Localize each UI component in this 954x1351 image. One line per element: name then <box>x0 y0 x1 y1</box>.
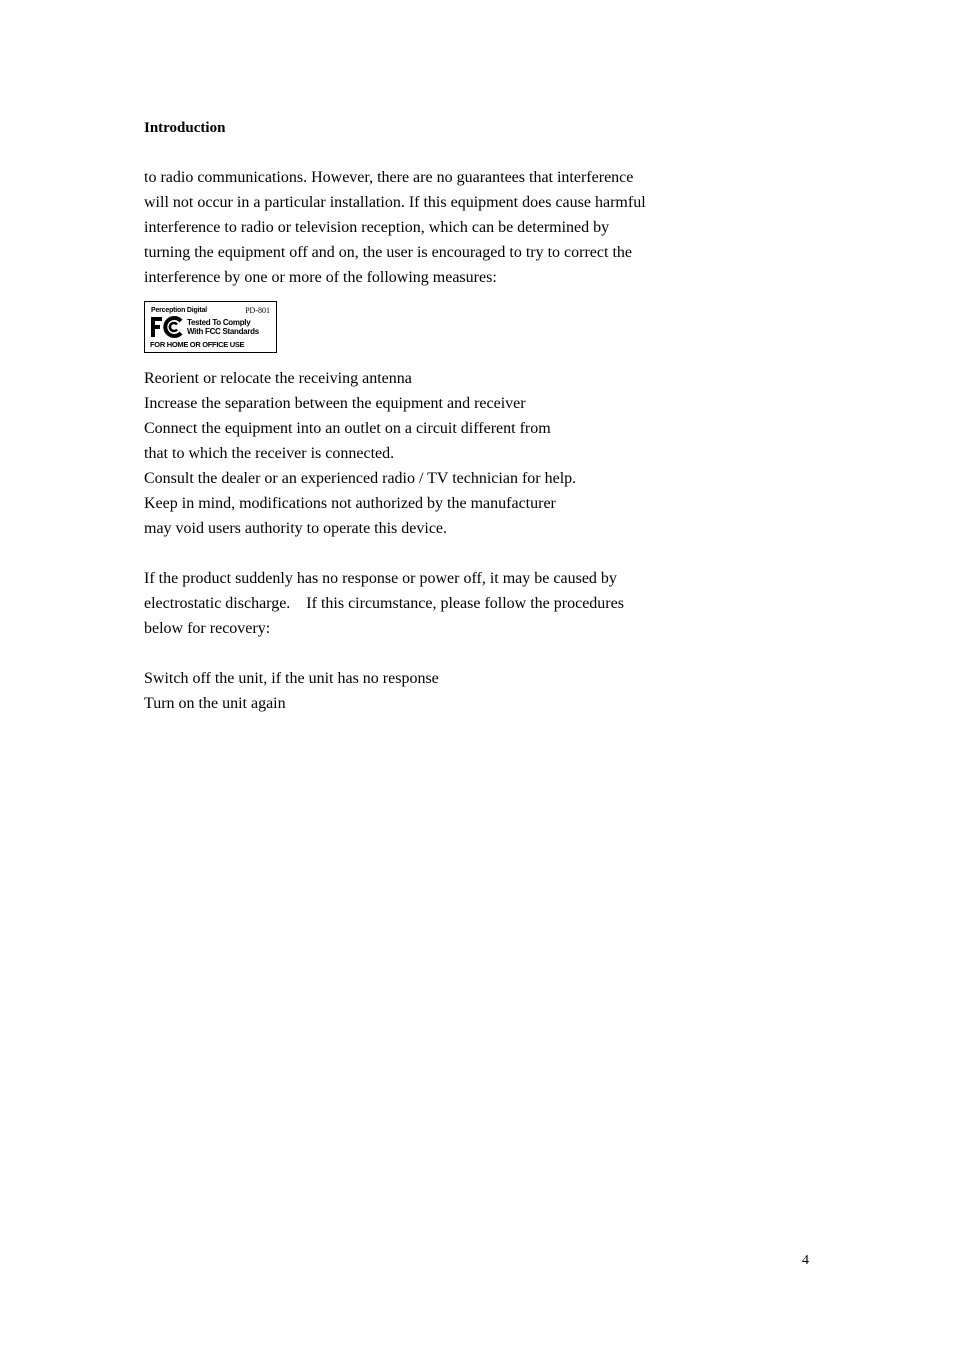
recovery-steps-list <box>144 666 439 716</box>
list-item: Keep in mind, modifications not authorized by the manufacturer <box>144 495 556 512</box>
paragraph-line: below for recovery: <box>144 620 271 637</box>
paragraph-line: interference to radio or television reception, which can be determined by <box>144 219 610 236</box>
list-item: that to which the receiver is connected. <box>144 445 395 462</box>
esd-paragraph <box>144 566 624 641</box>
list-item: may void users authority to operate this device. <box>144 520 448 537</box>
fcc-label-tested <box>187 318 259 336</box>
fcc-label-brand: Perception Digital <box>151 307 207 314</box>
fcc-label-usage: FOR HOME OR OFFICE USE <box>150 340 245 349</box>
paragraph-line: turning the equipment off and on, the user is encouraged to try to correct the <box>144 244 632 261</box>
paragraph-line: interference by one or more of the following measures: <box>144 269 497 286</box>
list-item: Connect the equipment into an outlet on a circuit different from <box>144 420 551 437</box>
page-number: 4 <box>802 1253 809 1268</box>
fcc-compliance-label <box>144 301 277 353</box>
paragraph-line: will not occur in a particular installation. If this equipment does cause harmful <box>144 194 646 211</box>
paragraph-line: electrostatic discharge. If this circumstance, please follow the procedures <box>144 595 624 612</box>
fcc-logo-icon <box>150 316 186 338</box>
list-item: Reorient or relocate the receiving antenna <box>144 370 412 387</box>
interference-paragraph <box>144 165 646 290</box>
measures-list <box>144 366 576 541</box>
list-item: Increase the separation between the equipment and receiver <box>144 395 526 412</box>
paragraph-line: to radio communications. However, there are no guarantees that interference <box>144 169 634 186</box>
list-item: Consult the dealer or an experienced radio / TV technician for help. <box>144 470 577 487</box>
list-item: Turn on the unit again <box>144 695 286 712</box>
fcc-tested-line: Tested To Comply <box>187 318 251 327</box>
fcc-label-model: PD-801 <box>245 306 270 315</box>
list-item: Switch off the unit, if the unit has no response <box>144 670 439 687</box>
fcc-tested-line: With FCC Standards <box>187 327 259 336</box>
section-title: Introduction <box>144 120 226 136</box>
paragraph-line: If the product suddenly has no response or power off, it may be caused by <box>144 570 617 587</box>
